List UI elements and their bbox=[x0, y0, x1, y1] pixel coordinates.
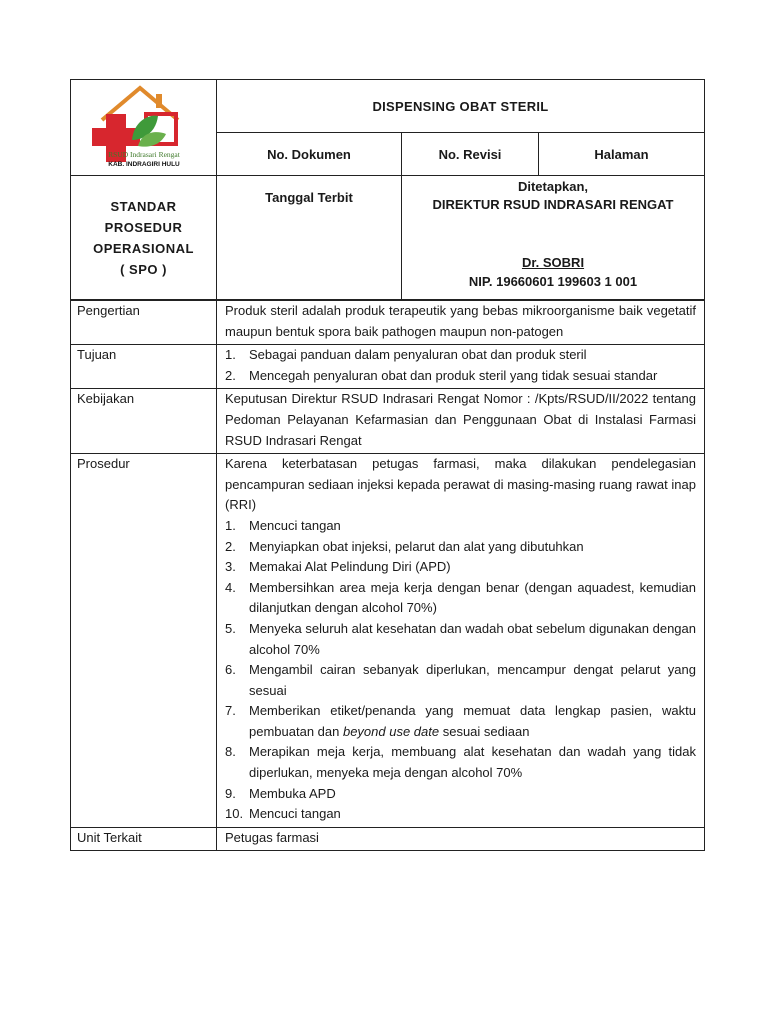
list-item: 1. Mencuci tangan bbox=[225, 517, 341, 533]
row-unit-terkait bbox=[71, 827, 705, 851]
row-prosedur bbox=[71, 454, 705, 828]
director-nip: NIP. 19660601 199603 1 001 bbox=[468, 273, 638, 289]
spo-line-3: OPERASIONAL bbox=[93, 240, 194, 256]
list-item: 3. Memakai Alat Pelindung Diri (APD) bbox=[225, 559, 451, 575]
list-item: 10. Mencuci tangan bbox=[225, 806, 341, 822]
list-item: 6. Mengambil cairan sebanyak diperlukan, mencampur dengat pelarut yang sesuai bbox=[225, 662, 696, 698]
logo-cell bbox=[71, 80, 217, 176]
sop-document bbox=[70, 79, 704, 851]
spo-line-4: ( SPO ) bbox=[120, 261, 167, 277]
prosedur-intro: Karena keterbatasan petugas farmasi, maka dilakukan pendelegasian pencampuran sediaan injeksi kepada perawat di masing-masing ruang rawat inap (RRI) bbox=[225, 456, 696, 513]
content-table bbox=[70, 300, 705, 851]
spo-line-2: PROSEDUR bbox=[104, 219, 183, 235]
direktur-text: DIREKTUR RSUD INDRASARI RENGAT bbox=[432, 196, 674, 212]
logo-text-region: KAB. INDRAGIRI HULU bbox=[107, 161, 180, 168]
document-title: DISPENSING OBAT STERIL bbox=[217, 80, 705, 133]
kebijakan-text: Keputusan Direktur RSUD Indrasari Rengat Nomor : /Kpts/RSUD/II/2022 tentang Pedoman Pelayanan Kefarmasian dan Penggunaan Obat di Instalasi Farmasi RSUD Indrasari Rengat bbox=[217, 389, 705, 454]
list-item: 2. Mencegah penyaluran obat dan produk steril yang tidak sesuai standar bbox=[225, 367, 658, 383]
header-table bbox=[70, 79, 705, 300]
pengertian-text: Produk steril adalah produk terapeutik yang bebas mikroorganisme baik vegetatif maupun bentuk spora baik pathogen maupun non-patogen bbox=[217, 301, 705, 345]
ditetapkan-text: Ditetapkan, bbox=[517, 178, 589, 194]
tujuan-list bbox=[225, 345, 696, 386]
penetapan-cell bbox=[402, 176, 705, 300]
logo-text-name: RSUD Indrasari Rengat bbox=[107, 150, 180, 159]
list-item: 7. Memberikan etiket/penanda yang memuat data lengkap pasien, waktu pembuatan dan beyond use date sesuai sediaan bbox=[225, 703, 696, 739]
halaman-header: Halaman bbox=[539, 133, 705, 176]
row-pengertian bbox=[71, 301, 705, 345]
prosedur-cell bbox=[217, 454, 705, 828]
unit-terkait-text: Petugas farmasi bbox=[217, 827, 705, 851]
spo-line-1: STANDAR bbox=[110, 198, 177, 214]
list-item: 2. Menyiapkan obat injeksi, pelarut dan alat yang dibutuhkan bbox=[225, 538, 584, 554]
tujuan-list-cell bbox=[217, 345, 705, 389]
prosedur-label: Prosedur bbox=[71, 454, 217, 828]
list-item: 9. Membuka APD bbox=[225, 785, 336, 801]
list-item: 5. Menyeka seluruh alat kesehatan dan wadah obat sebelum digunakan dengan alcohol 70% bbox=[225, 620, 696, 657]
tanggal-terbit-label: Tanggal Terbit bbox=[217, 176, 402, 300]
spo-label bbox=[71, 176, 217, 300]
tujuan-label: Tujuan bbox=[71, 345, 217, 389]
no-revisi-header: No. Revisi bbox=[402, 133, 539, 176]
unit-terkait-label: Unit Terkait bbox=[71, 827, 217, 851]
list-item: 1. Sebagai panduan dalam penyaluran obat dan produk steril bbox=[225, 347, 587, 363]
no-dokumen-header: No. Dokumen bbox=[217, 133, 402, 176]
row-tujuan bbox=[71, 345, 705, 389]
row-kebijakan bbox=[71, 389, 705, 454]
director-name: Dr. SOBRI bbox=[521, 254, 585, 270]
kebijakan-label: Kebijakan bbox=[71, 389, 217, 454]
hospital-logo bbox=[84, 80, 204, 170]
pengertian-label: Pengertian bbox=[71, 301, 217, 345]
list-item: 8. Merapikan meja kerja, membuang alat kesehatan dan wadah yang tidak diperlukan, menyeka meja dengan alcohol 70% bbox=[225, 744, 696, 781]
list-item: 4. Membersihkan area meja kerja dengan benar (dengan aquadest, kemudian dilanjutkan dengan alcohol 70%) bbox=[225, 579, 696, 616]
prosedur-list bbox=[225, 516, 696, 825]
